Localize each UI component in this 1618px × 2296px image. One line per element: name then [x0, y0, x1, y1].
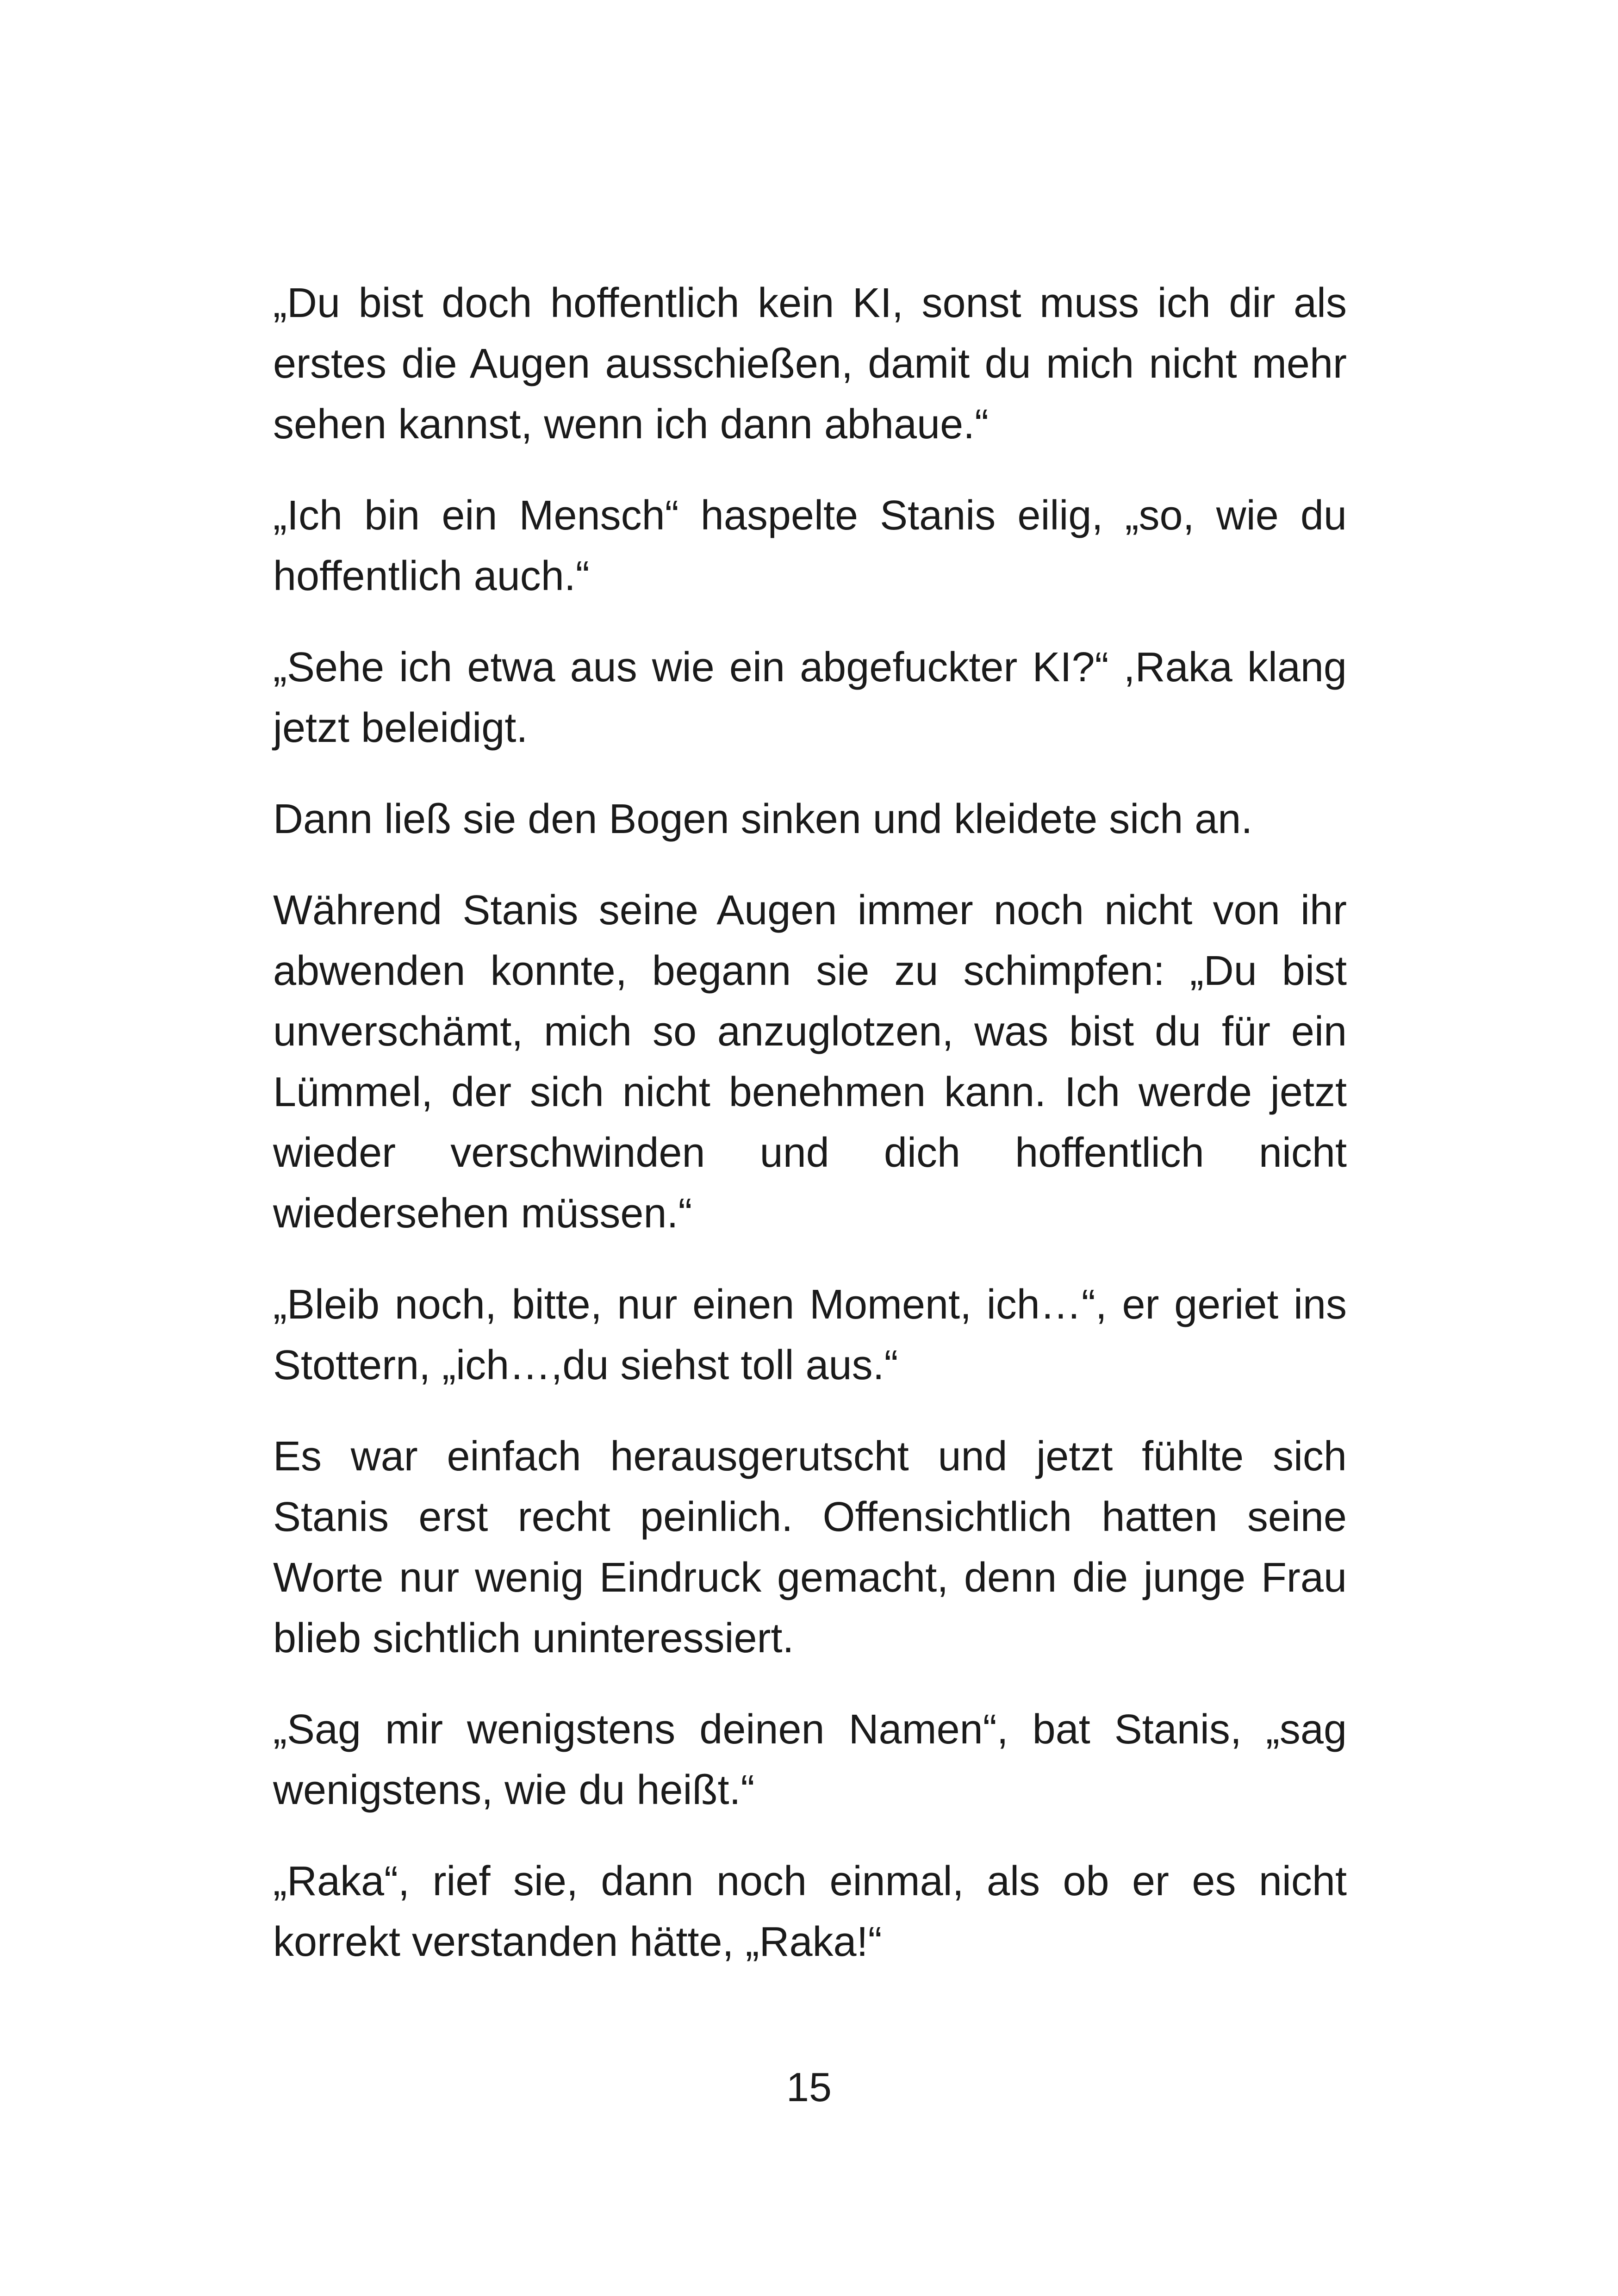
paragraph: Es war einfach herausgerutscht und jetzt fühlte sich Stanis erst recht peinlich. Offensichtlich hatten seine Worte nur wenig Eindruck gemacht, denn die junge Frau blieb sichtlich uninteressiert. [273, 1433, 1347, 1661]
paragraph: Während Stanis seine Augen immer noch nicht von ihr abwenden konnte, begann sie zu schimpfen: „Du bist unverschämt, mich so anzuglotzen, was bist du für ein Lümmel, der sich nicht benehmen kann. Ich werde jetzt wieder verschwinden und dich hoffentlich nicht wiedersehen müssen.“ [273, 887, 1347, 1237]
paragraph: „Bleib noch, bitte, nur einen Moment, ich…“, er geriet ins Stottern, „ich…,du siehst toll aus.“ [273, 1282, 1347, 1388]
paragraph: „Ich bin ein Mensch“ haspelte Stanis eilig, „so, wie du hoffentlich auch.“ [273, 492, 1347, 599]
paragraph: Dann ließ sie den Bogen sinken und kleidete sich an. [273, 796, 1253, 842]
paragraph: „Sehe ich etwa aus wie ein abgefuckter KI?“ ,Raka klang jetzt beleidigt. [273, 644, 1347, 751]
body-text [273, 273, 1347, 2003]
paragraph: „Sag mir wenigstens deinen Namen“, bat Stanis, „sag wenigstens, wie du heißt.“ [273, 1706, 1347, 1813]
paragraph: „Raka“, rief sie, dann noch einmal, als ob er es nicht korrekt verstanden hätte, „Raka!“ [273, 1858, 1347, 1965]
page-number: 15 [786, 2064, 832, 2110]
paragraph: „Du bist doch hoffentlich kein KI, sonst muss ich dir als erstes die Augen ausschießen, damit du mich nicht mehr sehen kannst, wenn ich dann abhaue.“ [273, 280, 1347, 448]
